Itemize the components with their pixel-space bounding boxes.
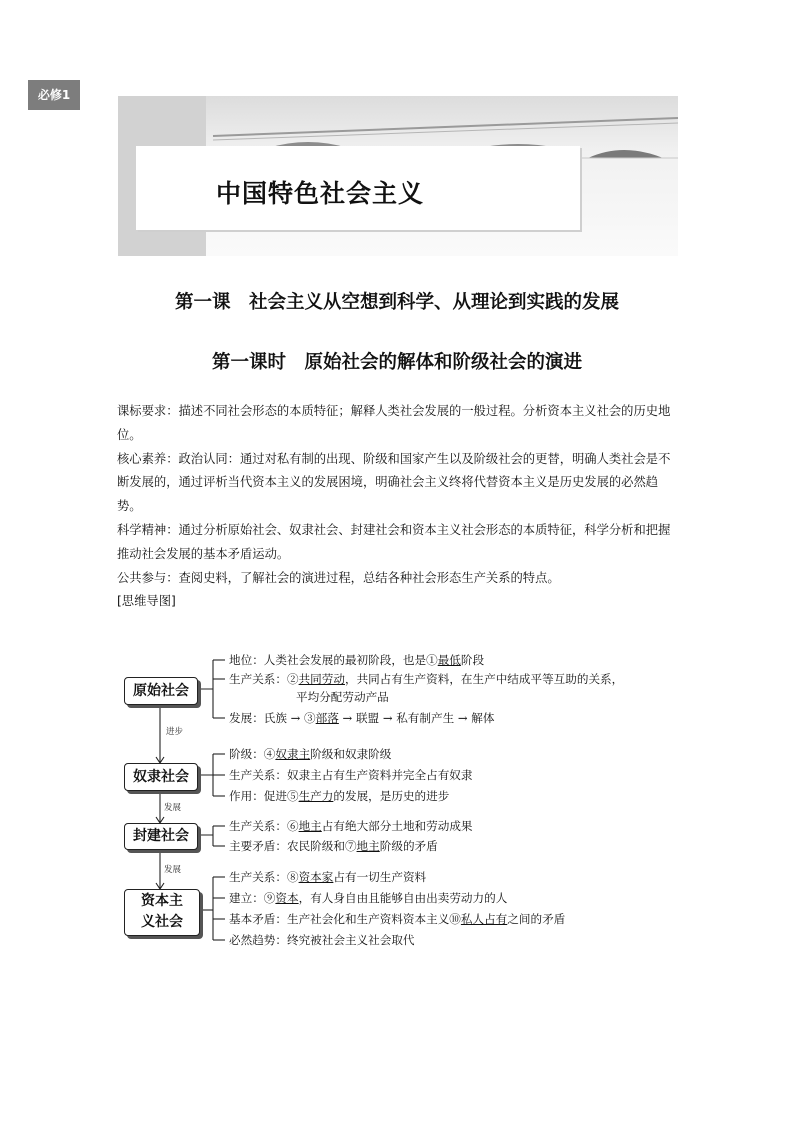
mindmap-label: [思维导图] (117, 594, 176, 609)
slave-classes: 阶级：④奴隶主阶级和奴隶阶级 (229, 747, 392, 761)
primitive-relations: 生产关系：②共同劳动，共同占有生产资料，在生产中结成平等互助的关系， (229, 672, 624, 686)
connector-develop-2: 发展 (164, 865, 182, 875)
node-capitalist-line2: 义社会 (141, 914, 183, 930)
feudal-relations: 生产关系：⑥地主占有绝大部分土地和劳动成果 (229, 819, 473, 833)
capitalist-relations: 生产关系：⑧资本家占有一切生产资料 (229, 870, 427, 884)
lesson-title: 第一课 社会主义从空想到科学、从理论到实践的发展 (174, 292, 619, 313)
scientific-spirit: 科学精神：通过分析原始社会、奴隶社会、封建社会和资本主义社会形态的本质特征，科学分析和把握推动社会发展的基本矛盾运动。 (117, 522, 671, 561)
feudal-contradiction: 主要矛盾：农民阶级和⑦地主阶级的矛盾 (229, 839, 438, 853)
connector-develop-1: 发展 (164, 803, 182, 813)
period-title: 第一课时 原始社会的解体和阶级社会的演进 (211, 352, 582, 373)
book-tag: 必修1 (28, 80, 80, 110)
primitive-status: 地位：人类社会发展的最初阶段，也是①最低阶段 (229, 653, 485, 667)
slave-relations: 生产关系：奴隶主占有生产资料并完全占有奴隶 (229, 768, 473, 782)
capitalist-contradiction: 基本矛盾：生产社会化和生产资料资本主义⑩私人占有之间的矛盾 (229, 912, 566, 926)
node-slave-society: 奴隶社会 (124, 763, 198, 791)
capitalist-trend: 必然趋势：终究被社会主义社会取代 (229, 933, 415, 947)
node-primitive-society: 原始社会 (124, 677, 198, 705)
core-literacy: 核心素养：政治认同：通过对私有制的出现、阶级和国家产生以及阶级社会的更替，明确人类社会是不断发展的，通过评析当代资本主义的发展困境，明确社会主义终将代替资本主义是历史发展的必然趋势。 (117, 451, 671, 514)
connector-progress: 进步 (166, 727, 184, 737)
public-participation: 公共参与：查阅史料，了解社会的演进过程，总结各种社会形态生产关系的特点。 (117, 570, 560, 585)
node-capitalist-society (124, 889, 200, 936)
capitalist-establishment: 建立：⑨资本，有人身自由且能够自由出卖劳动力的人 (229, 891, 508, 905)
book-title: 中国特色社会主义 (216, 179, 425, 208)
node-capitalist-line1: 资本主 (141, 893, 183, 909)
primitive-relations-cont: 平均分配劳动产品 (296, 690, 389, 704)
primitive-development: 发展：氏族 → ③部落 → 联盟 → 私有制产生 → 解体 (229, 711, 495, 725)
curriculum-requirement: 课标要求：描述不同社会形态的本质特征；解释人类社会发展的一般过程。分析资本主义社会的历史地位。 (117, 404, 671, 442)
node-feudal-society: 封建社会 (124, 823, 198, 850)
slave-role: 作用：促进⑤生产力的发展，是历史的进步 (229, 789, 450, 803)
